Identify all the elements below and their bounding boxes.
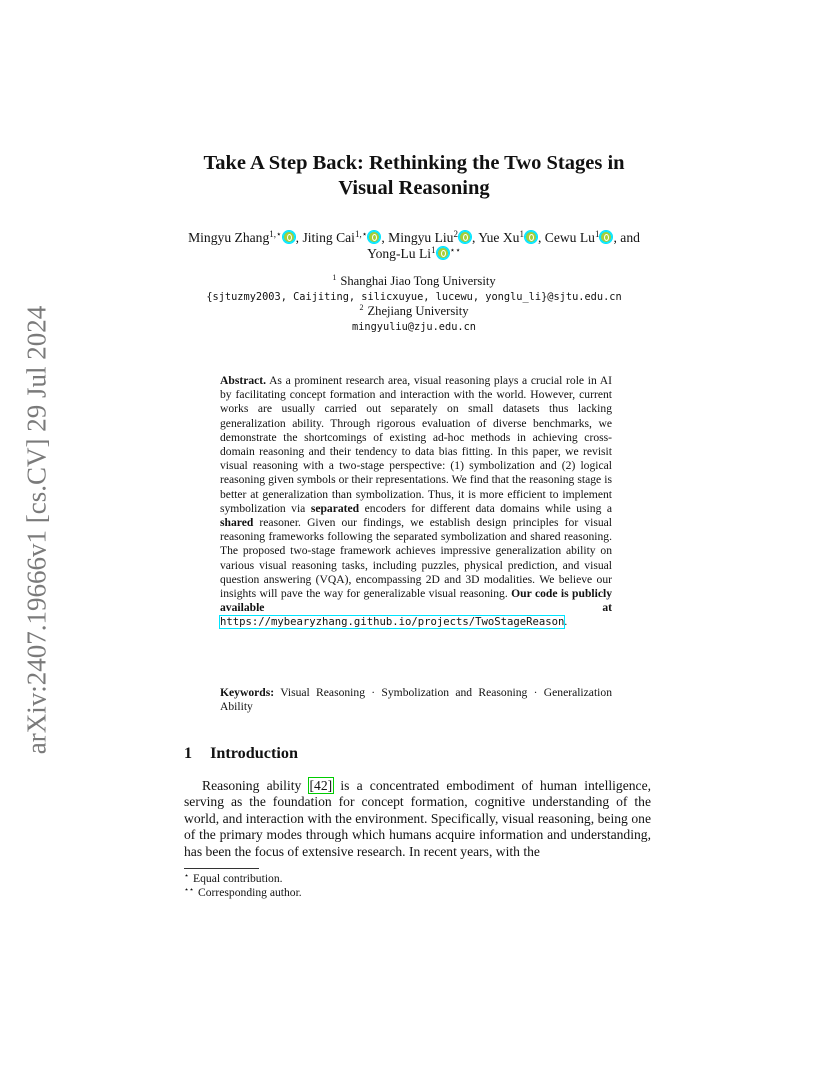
affiliation-number: 2 — [359, 303, 364, 312]
author-list — [160, 230, 668, 262]
section-title: Introduction — [210, 744, 298, 762]
intro-paragraph — [184, 778, 651, 860]
abstract — [220, 374, 612, 630]
orcid-icon[interactable] — [437, 247, 449, 259]
keywords-label: Keywords: — [220, 686, 275, 699]
author-name: Jiting Cai — [302, 230, 355, 245]
author-name: Mingyu Zhang — [188, 230, 270, 245]
footnote-text: Corresponding author. — [198, 886, 302, 900]
keywords — [220, 686, 612, 714]
affiliation-2 — [150, 304, 678, 319]
author-affil-mark: 1,⋆ — [269, 229, 282, 239]
author-affil-mark: 2 — [453, 229, 458, 239]
orcid-icon[interactable] — [525, 231, 537, 243]
abstract-end: . — [564, 615, 568, 629]
affiliation-2-email: mingyuliu@zju.edu.cn — [352, 321, 476, 333]
abstract-text: encoders for different data domains while using a — [364, 501, 612, 515]
author-name: Mingyu Liu — [388, 230, 454, 245]
abstract-text: reasoner. Given our findings, we establish design principles for visual reasoning frameworks following the separated symbolization and shared reasoning. The proposed two-stage framework achieves impressive generalization ability on various visual reasoning tasks, including puzzles, physical prediction, and visual question answering (VQA), encompassing 2D and 3D modalities. We believe our insights will pave the way for generalizable visual reasoning. — [220, 516, 612, 601]
author-separator: , — [295, 230, 300, 245]
affiliation-number: 1 — [332, 273, 337, 282]
footnote-mark: ⋆ — [184, 871, 190, 880]
author-separator: , — [381, 230, 385, 245]
author-separator: , — [537, 230, 542, 245]
author-conjunction: and — [620, 230, 640, 245]
corresponding-mark: ⋆⋆ — [449, 244, 461, 255]
code-availability: Our code is publicly available at — [220, 587, 613, 615]
citation-link[interactable]: [42] — [309, 778, 333, 793]
paper-title — [150, 151, 678, 201]
arxiv-stamp-text: arXiv:2407.19666v1 [cs.CV] 29 Jul 2024 — [21, 305, 52, 755]
affiliation-1-emails: {sjtuzmy2003, Caijiting, silicxuyue, lucewu, yonglu_li}@sjtu.edu.cn — [206, 291, 622, 303]
author-name: Yue Xu — [478, 230, 520, 245]
arxiv-identifier-stamp — [14, 295, 60, 765]
affiliation-name: Zhejiang University — [367, 304, 469, 318]
abstract-label: Abstract. — [220, 374, 267, 387]
intro-text: Reasoning ability — [202, 778, 302, 793]
footnote-mark: ⋆⋆ — [184, 885, 195, 895]
code-url-link[interactable]: https://mybearyzhang.github.io/projects/TwoStageReason — [220, 616, 565, 629]
footnote — [184, 872, 302, 886]
author-affil-mark: 1,⋆ — [354, 229, 368, 239]
author-name: Cewu Lu — [544, 230, 595, 245]
author-name: Yong-Lu Li — [367, 245, 432, 261]
author-affil-mark: 1 — [519, 229, 524, 239]
abstract-emphasis: shared — [220, 516, 254, 530]
author-separator: , — [471, 230, 476, 245]
footnotes — [184, 872, 302, 900]
intro-text: is a concentrated embodiment of human intelligence, serving as the foundation for concept formation, cognitive understanding of the world, and interaction with the environment. Specifically, visual reasoning, being one of the primary modes through which humans acquire information and understanding, has been the focus of extensive research. In recent years, with the — [184, 778, 652, 859]
orcid-icon[interactable] — [600, 231, 612, 243]
footnote-text: Equal contribution. — [193, 872, 283, 885]
title-line-2: Visual Reasoning — [338, 177, 490, 199]
affiliation-1 — [150, 274, 678, 289]
keywords-text: Visual Reasoning · Symbolization and Reasoning · Generalization Ability — [220, 686, 612, 714]
orcid-icon[interactable] — [283, 231, 295, 243]
author-separator: , — [613, 230, 617, 245]
abstract-emphasis: separated — [310, 501, 360, 515]
author-affil-mark: 1 — [431, 244, 436, 255]
section-number: 1 — [184, 744, 193, 762]
section-heading — [184, 744, 298, 763]
abstract-text: As a prominent research area, visual reasoning plays a crucial role in AI by facilitating concept formation and interaction with the world. However, current works are usually carried out separately on small datasets thus lacking generalization ability. Through rigorous evaluation of diverse benchmarks, we demonstrate the shortcomings of existing ad-hoc methods in achieving cross-domain reasoning and their tendency to data bias fitting. In this paper, we revisit visual reasoning with a two-stage perspective: (1) symbolization and (2) logical reasoning given symbols or their representations. We find that the reasoning stage is better at generalization than symbolization. Thus, it is more efficient to implement symbolization via — [220, 374, 612, 515]
footnote-rule — [184, 868, 259, 869]
title-line-1: Take A Step Back: Rethinking the Two Stages in — [203, 152, 625, 174]
author-affil-mark: 1 — [594, 229, 600, 239]
orcid-icon[interactable] — [368, 231, 380, 243]
affiliation-name: Shanghai Jiao Tong University — [340, 274, 496, 288]
orcid-icon[interactable] — [459, 231, 471, 243]
footnote — [184, 886, 302, 900]
